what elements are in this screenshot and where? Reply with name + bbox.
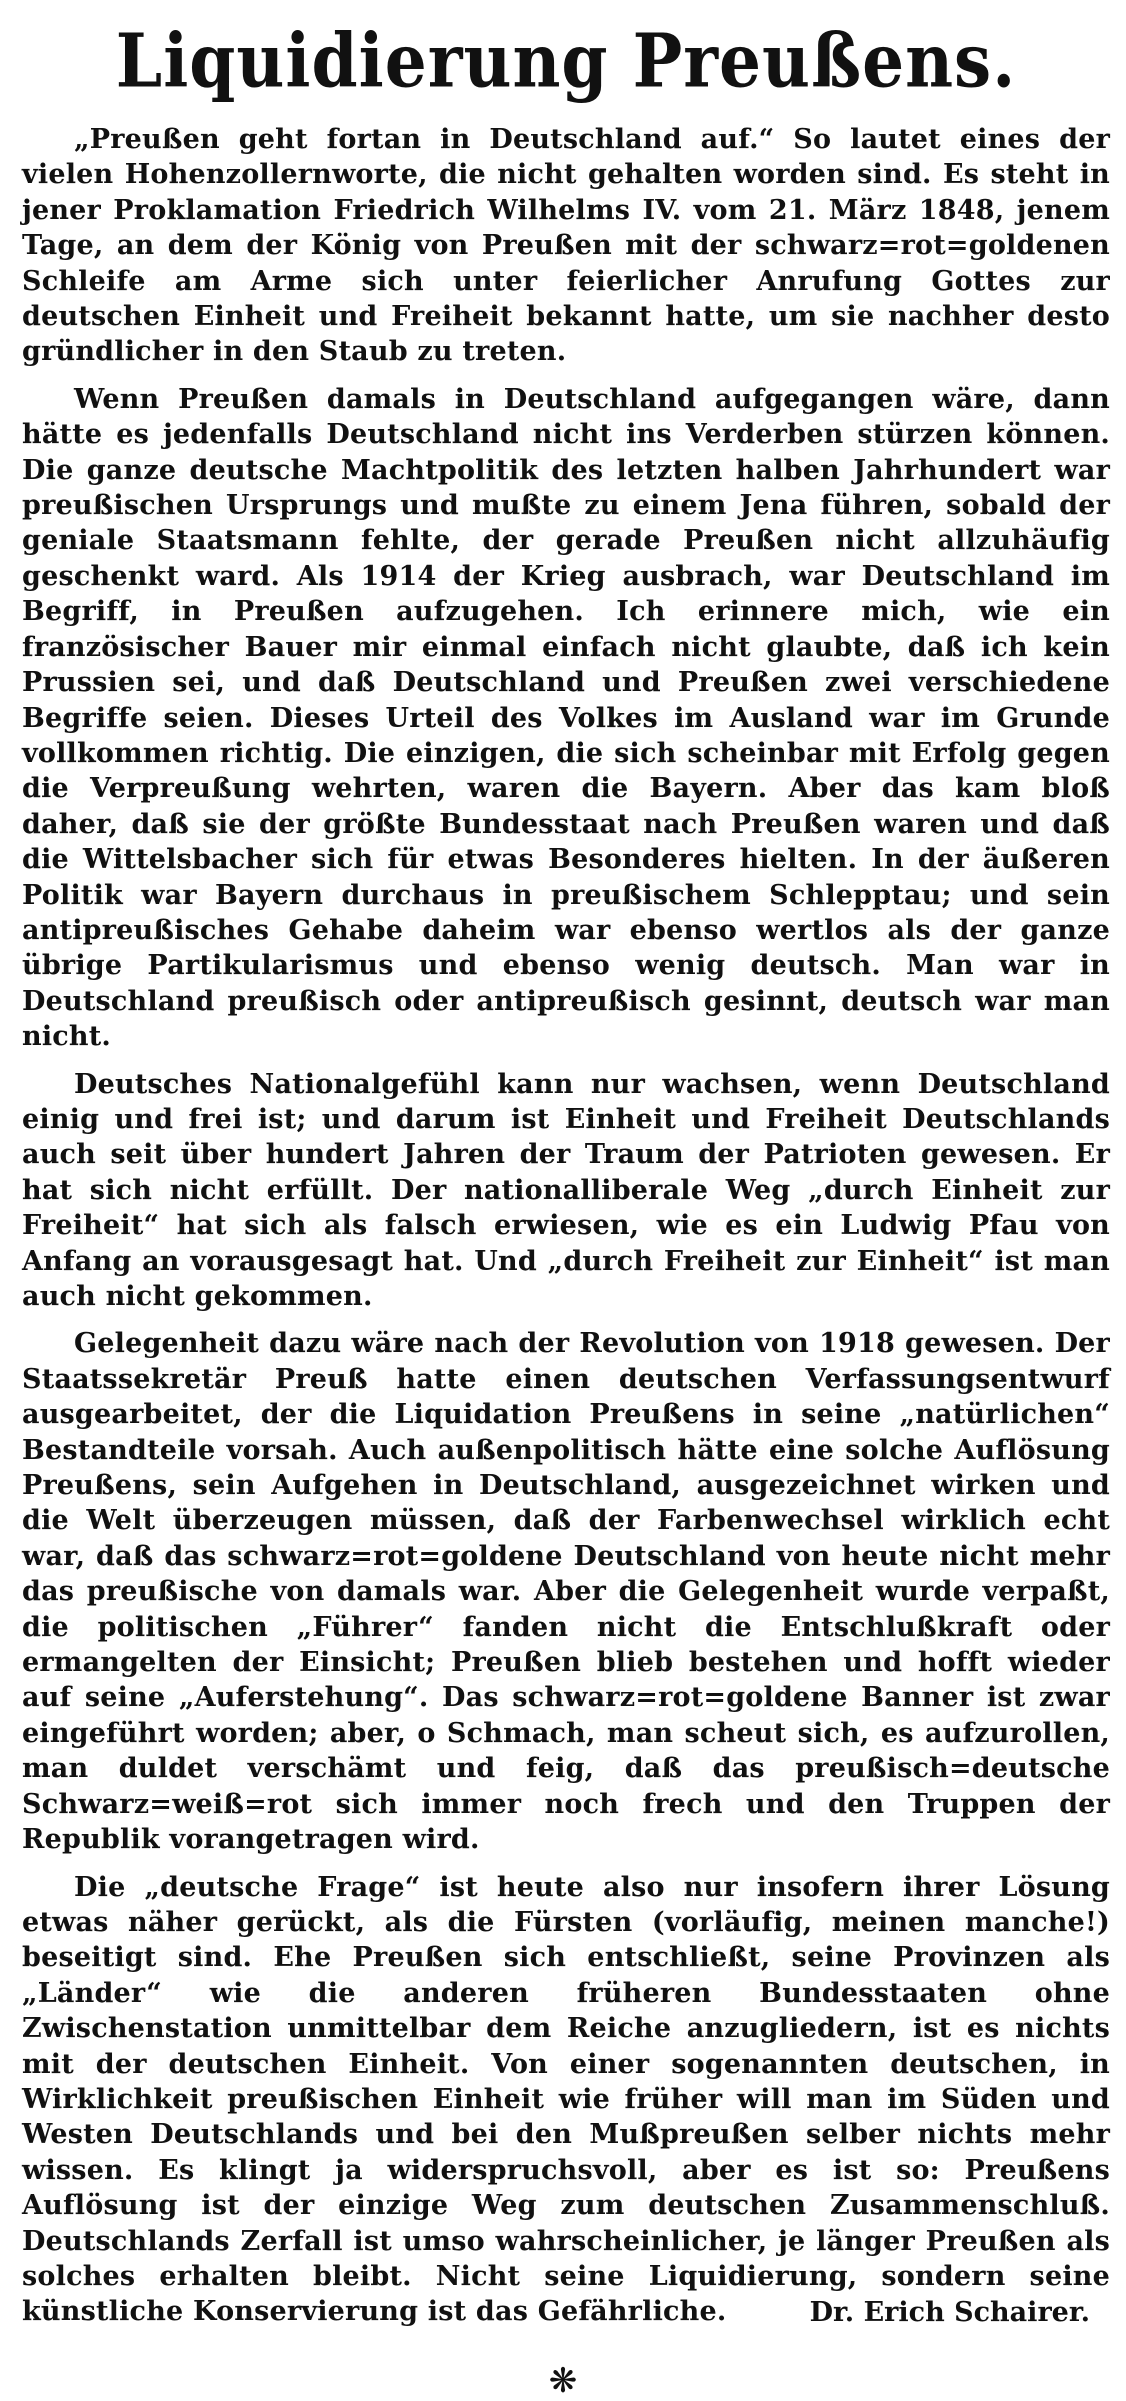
article-title: Liquidierung Preußens.: [115, 16, 1017, 105]
article-paragraph-5: Die „deutsche Frage“ ist heute also nur insofern ihrer Lösung etwas näher gerückt, als die Fürsten (vorläufig, meinen manche!) beseitigt sind. Ehe Preußen sich entschließt, seine Provinzen als „Länder“ wie die anderen früheren Bundesstaaten ohne Zwischenstation unmittelbar dem Reiche anzugliedern, ist es nichts mit der deutschen Einheit. Von einer sogenannten deutschen, in Wirklichkeit preußischen Einheit wie früher will man im Süden und Westen Deutschlands und bei den Mußpreußen selber nichts mehr wissen. Es klingt ja widerspruchsvoll, aber es ist so: Preußens Auflösung ist der einzige Weg zum deutschen Zusammenschluß. Deutschlands Zerfall ist umso wahrscheinlicher, je länger Preußen als solches erhalten bleibt. Nicht seine Liquidierung, sondern seine künstliche Konservierung ist das Gefährliche.: [22, 1871, 1110, 2328]
article-paragraph-2: Wenn Preußen damals in Deutschland aufgegangen wäre, dann hätte es jedenfalls Deutschland nicht ins Verderben stürzen können. Die ganze deutsche Machtpolitik des letzten halben Jahrhundert war preußischen Ursprungs und mußte zu einem Jena führen, sobald der geniale Staatsmann fehlte, der gerade Preußen nicht allzuhäufig geschenkt ward. Als 1914 der Krieg ausbrach, war Deutschland im Begriff, in Preußen aufzugehen. Ich erinnere mich, wie ein französischer Bauer mir einmal einfach nicht glaubte, daß ich kein Prussien sei, und daß Deutschland und Preußen zwei verschiedene Begriffe seien. Dieses Urteil des Volkes im Ausland war im Grunde vollkommen richtig. Die einzigen, die sich scheinbar mit Erfolg gegen die Verpreußung wehrten, waren die Bayern. Aber das kam bloß daher, daß sie der größte Bundesstaat nach Preußen waren und daß die Wittelsbacher sich für etwas Besonderes hielten. In der äußeren Politik war Bayern durchaus in preußischem Schlepptau; und sein antipreußisches Gehabe daheim war ebenso wertlos als der ganze übrige Partikularismus und ebenso wenig deutsch. Man war in Deutschland preußisch oder antipreußisch gesinnt, deutsch war man nicht.: [22, 383, 1110, 1053]
author-signature: Dr. Erich Schairer.: [809, 2296, 1090, 2328]
article-paragraph-4: Gelegenheit dazu wäre nach der Revolution von 1918 gewesen. Der Staatssekretär Preuß hatte einen deutschen Verfassungsentwurf ausgearbeitet, der die Liquidation Preußens in seine „natürlichen“ Bestandteile vorsah. Auch außenpolitisch hätte eine solche Auflösung Preußens, sein Aufgehen in Deutschland, ausgezeichnet wirken und die Welt überzeugen müssen, daß der Farbenwechsel wirklich echt war, daß das schwarz=rot=goldene Deutschland von heute nicht mehr das preußische von damals war. Aber die Gelegenheit wurde verpaßt, die politischen „Führer“ fanden nicht die Entschlußkraft oder ermangelten der Einsicht; Preußen blieb bestehen und hofft wieder auf seine „Auferstehung“. Das schwarz=rot=goldene Banner ist zwar eingeführt worden; aber, o Schmach, man scheut sich, es aufzurollen, man duldet verschämt und feig, daß das preußisch=deutsche Schwarz=weiß=rot sich immer noch frech und den Truppen der Republik vorangetragen wird.: [22, 1328, 1110, 1856]
article-paragraph-3: Deutsches Nationalgefühl kann nur wachsen, wenn Deutschland einig und frei ist; und darum ist Einheit und Freiheit Deutschlands auch seit über hundert Jahren der Traum der Patrioten gewesen. Er hat sich nicht erfüllt. Der nationalliberale Weg „durch Einheit zur Freiheit“ hat sich als falsch erwiesen, wie es ein Ludwig Pfau von Anfang an vorausgesagt hat. Und „durch Freiheit zur Einheit“ ist man auch nicht gekommen.: [22, 1068, 1110, 1312]
article-body: [22, 122, 1110, 2330]
ornament-icon: ❋: [548, 2361, 578, 2401]
article-paragraph-1: „Preußen geht fortan in Deutschland auf.“ So lautet eines der vielen Hohenzollernworte, die nicht gehalten worden sind. Es steht in jener Proklamation Friedrich Wilhelms IV. vom 21. März 1848, jenem Tage, an dem der König von Preußen mit der schwarz=rot=goldenen Schleife am Arme sich unter feierlicher Anrufung Gottes zur deutschen Einheit und Freiheit bekannt hatte, um sie nachher desto gründlicher in den Staub zu treten.: [22, 124, 1110, 368]
